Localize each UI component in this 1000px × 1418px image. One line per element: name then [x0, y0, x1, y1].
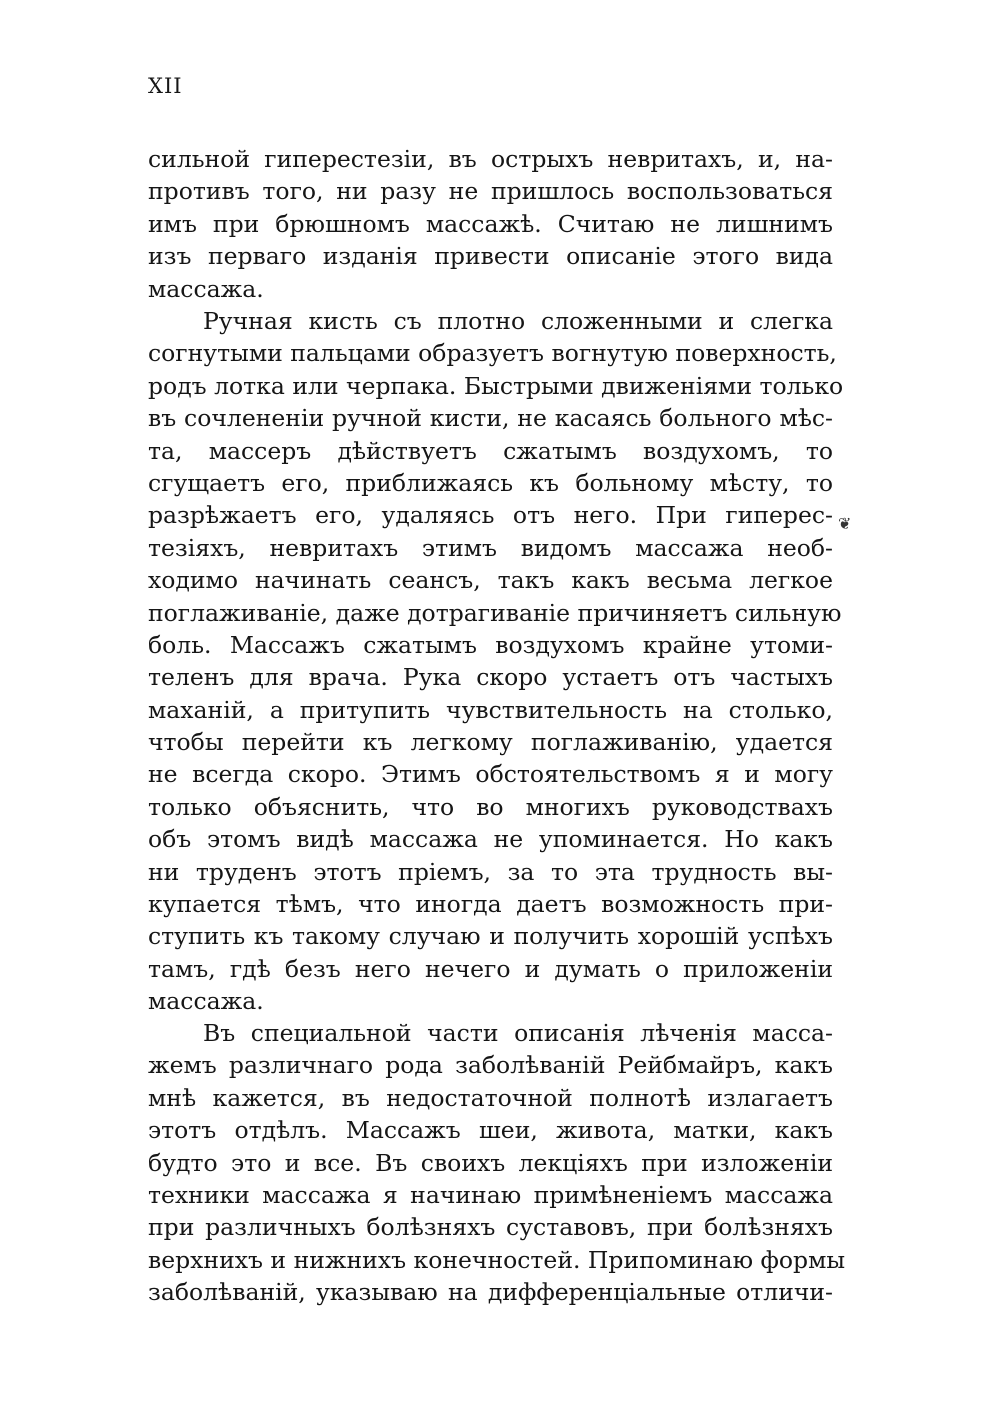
- text-line: разрѣжаетъ его, удаляясь отъ него. При гиперес-: [148, 501, 833, 530]
- text-line: Ручная кисть съ плотно сложенными и слегка: [203, 307, 833, 335]
- text-line: тамъ, гдѣ безъ него нечего и думать о приложеніи: [148, 954, 833, 983]
- text-line: тезіяхъ, невритахъ этимъ видомъ массажа необ-: [148, 533, 833, 562]
- text-line: родъ лотка или черпака. Быстрыми движеніями только: [148, 371, 844, 400]
- text-line: этотъ отдѣлъ. Массажъ шеи, живота, матки, какъ: [148, 1116, 833, 1145]
- text-line: купается тѣмъ, что иногда даетъ возможность при-: [148, 890, 833, 919]
- text-line: ступить къ такому случаю и получить хорошій успѣхъ: [148, 922, 833, 951]
- text-line: изъ перваго изданія привести описаніе этого вида: [148, 242, 833, 271]
- text-line: массажа.: [148, 274, 264, 303]
- margin-ornament-icon: ❦: [838, 514, 852, 533]
- text-line: ходимо начинать сеансъ, такъ какъ весьма легкое: [148, 566, 833, 595]
- text-line: верхнихъ и нижнихъ конечностей. Припоминаю формы: [148, 1245, 846, 1274]
- text-line: въ сочлененіи ручной кисти, не касаясь больного мѣс-: [148, 404, 833, 433]
- text-line: та, массеръ дѣйствуетъ сжатымъ воздухомъ, то: [148, 436, 833, 465]
- text-line: объ этомъ видѣ массажа не упоминается. Но какъ: [148, 825, 833, 854]
- page-number: XII: [148, 74, 183, 98]
- text-line: ни труденъ этотъ пріемъ, за то эта трудность вы-: [148, 857, 833, 886]
- text-line: мнѣ кажется, въ недостаточной полнотѣ излагаетъ: [148, 1083, 833, 1112]
- text-line: Въ специальной части описанія лѣченія масса-: [203, 1019, 833, 1047]
- text-line: только объяснить, что во многихъ руководствахъ: [148, 792, 833, 821]
- text-line: чтобы перейти къ легкому поглаживанію, удается: [148, 728, 833, 757]
- paragraph-2: [148, 305, 844, 1018]
- text-line: теленъ для врача. Рука скоро устаетъ отъ частыхъ: [148, 663, 833, 692]
- text-line: поглаживаніе, даже дотрагиваніе причиняетъ сильную: [148, 598, 842, 627]
- paragraph-1: [148, 143, 833, 305]
- text-line: маханій, а притупить чувствительность на столько,: [148, 695, 833, 724]
- text-line: при различныхъ болѣзняхъ суставовъ, при болѣзняхъ: [148, 1213, 833, 1242]
- paragraph-3: [148, 1017, 846, 1309]
- text-line: жемъ различнаго рода заболѣваній Рейбмайръ, какъ: [148, 1051, 833, 1080]
- text-line: согнутыми пальцами образуетъ вогнутую поверхность,: [148, 339, 837, 368]
- text-line: техники массажа я начинаю примѣненіемъ массажа: [148, 1180, 833, 1209]
- text-line: будто это и все. Въ своихъ лекціяхъ при изложеніи: [148, 1148, 833, 1177]
- text-line: имъ при брюшномъ массажѣ. Считаю не лишнимъ: [148, 209, 833, 238]
- text-line: боль. Массажъ сжатымъ воздухомъ крайне утоми-: [148, 630, 833, 659]
- text-line: не всегда скоро. Этимъ обстоятельствомъ я и могу: [148, 760, 833, 789]
- text-line: сгущаетъ его, приближаясь къ больному мѣсту, то: [148, 468, 833, 497]
- text-line: массажа.: [148, 987, 264, 1016]
- text-line: противъ того, ни разу не пришлось воспользоваться: [148, 177, 833, 206]
- text-line: заболѣваній, указываю на дифференціальные отличи-: [148, 1278, 833, 1307]
- text-line: сильной гиперестезіи, въ острыхъ невритахъ, и, на-: [148, 145, 833, 173]
